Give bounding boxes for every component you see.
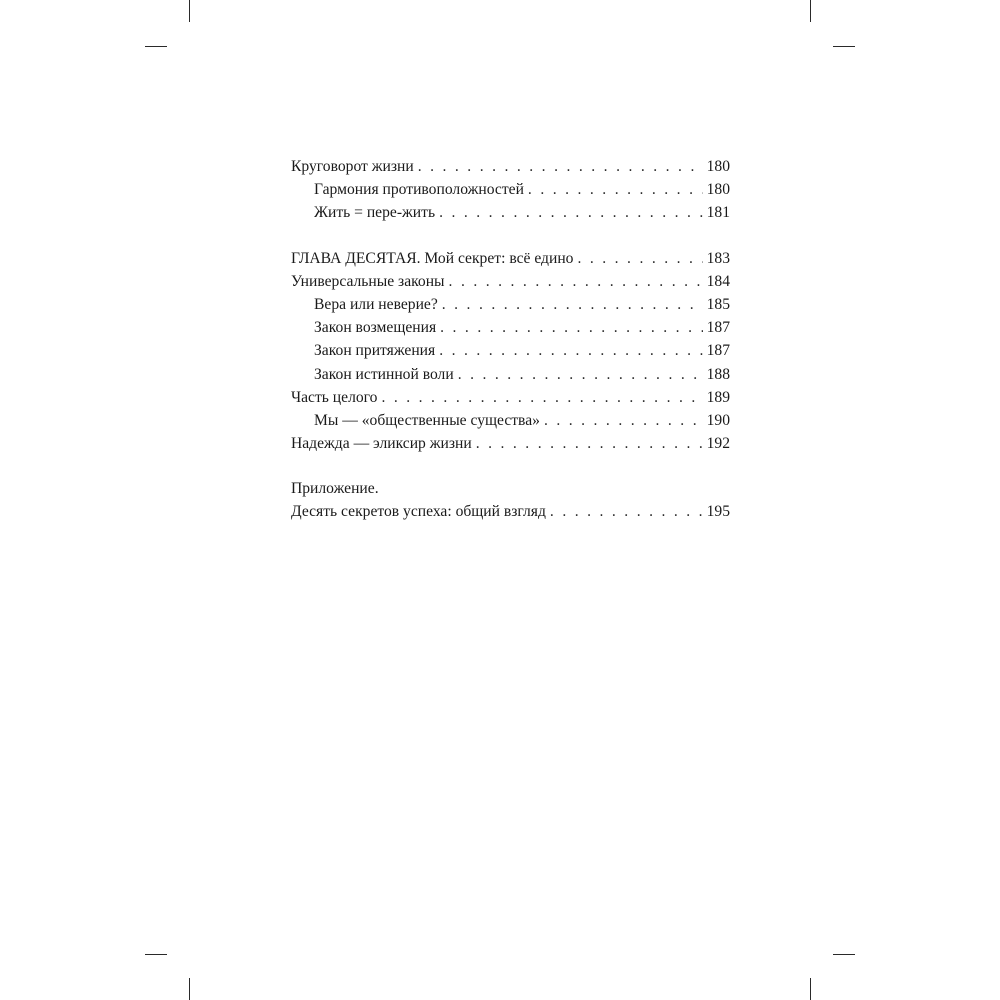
toc-leader-dots — [381, 386, 702, 409]
toc-entry-title: Надежда — эликсир жизни — [291, 435, 472, 453]
toc-entry-page: 192 — [706, 435, 730, 453]
toc-entry-title: Закон истинной воли — [314, 365, 454, 383]
toc-group-1 — [291, 155, 730, 225]
toc-entry — [291, 201, 730, 224]
toc-entry-page: 185 — [706, 295, 730, 313]
toc-leader-dots — [440, 316, 702, 339]
crop-mark-bottom-right-vertical — [810, 978, 811, 1000]
toc-entry-title: Закон притяжения — [314, 342, 436, 360]
toc-entry — [291, 247, 730, 270]
toc-entry-page: 180 — [706, 158, 730, 175]
toc-leader-dots — [442, 293, 703, 316]
toc-entry — [291, 178, 730, 201]
toc-leader-dots — [550, 500, 703, 523]
toc-entry-page: 187 — [706, 342, 730, 360]
toc-entry-title: Мы — «общественные существа» — [314, 411, 540, 429]
toc-entry-title: Гармония противоположностей — [314, 181, 524, 199]
toc-entry-title: Закон возмещения — [314, 319, 437, 337]
crop-mark-top-right-horizontal — [833, 46, 855, 47]
toc-group-3 — [291, 477, 730, 523]
toc-entry-page: 190 — [706, 411, 730, 429]
toc-entry-title: Круговорот жизни — [291, 158, 414, 175]
toc-entry — [291, 339, 730, 362]
toc-entry — [291, 500, 730, 523]
toc-leader-dots — [458, 363, 703, 386]
toc-leader-dots — [476, 432, 703, 455]
toc-entry-title: Универсальные законы — [291, 272, 445, 290]
toc-entry-page: 188 — [706, 365, 730, 383]
toc-entry-title: Вера или неверие? — [314, 295, 438, 313]
toc-entry-page: 180 — [706, 181, 730, 199]
toc-entry-page: 184 — [706, 272, 730, 290]
toc-entry — [291, 293, 730, 316]
toc-leader-dots — [577, 247, 702, 270]
toc-group-2 — [291, 247, 730, 456]
toc-leader-dots — [418, 155, 703, 178]
crop-mark-top-left-horizontal — [145, 46, 167, 47]
toc-leader-dots — [544, 409, 703, 432]
table-of-contents — [291, 155, 730, 524]
toc-leader-dots — [449, 270, 703, 293]
crop-mark-bottom-left-vertical — [189, 978, 190, 1000]
toc-entry — [291, 477, 730, 500]
toc-entry-page: 187 — [706, 319, 730, 337]
toc-entry-page: 189 — [706, 388, 730, 406]
toc-entry-title: ГЛАВА ДЕСЯТАЯ. Мой секрет: всё едино — [291, 249, 574, 267]
crop-mark-bottom-left-horizontal — [145, 954, 167, 955]
toc-entry — [291, 270, 730, 293]
toc-entry-title: Жить = пере-жить — [314, 204, 436, 222]
toc-entry-title: Десять секретов успеха: общий взгляд — [291, 503, 546, 521]
toc-entry-page: 195 — [706, 503, 730, 521]
toc-entry-page: 183 — [706, 249, 730, 267]
toc-entry — [291, 155, 730, 178]
toc-entry — [291, 363, 730, 386]
toc-leader-dots — [528, 178, 703, 201]
toc-leader-dots — [439, 339, 702, 362]
toc-entry-title: Приложение. — [291, 480, 379, 498]
crop-mark-top-left-vertical — [189, 0, 190, 22]
toc-entry-title: Часть целого — [291, 388, 378, 406]
toc-entry — [291, 386, 730, 409]
toc-entry-page: 181 — [706, 204, 730, 222]
crop-mark-bottom-right-horizontal — [833, 954, 855, 955]
toc-entry — [291, 409, 730, 432]
crop-mark-top-right-vertical — [810, 0, 811, 22]
toc-entry — [291, 316, 730, 339]
toc-leader-dots — [439, 201, 703, 224]
toc-entry — [291, 432, 730, 455]
